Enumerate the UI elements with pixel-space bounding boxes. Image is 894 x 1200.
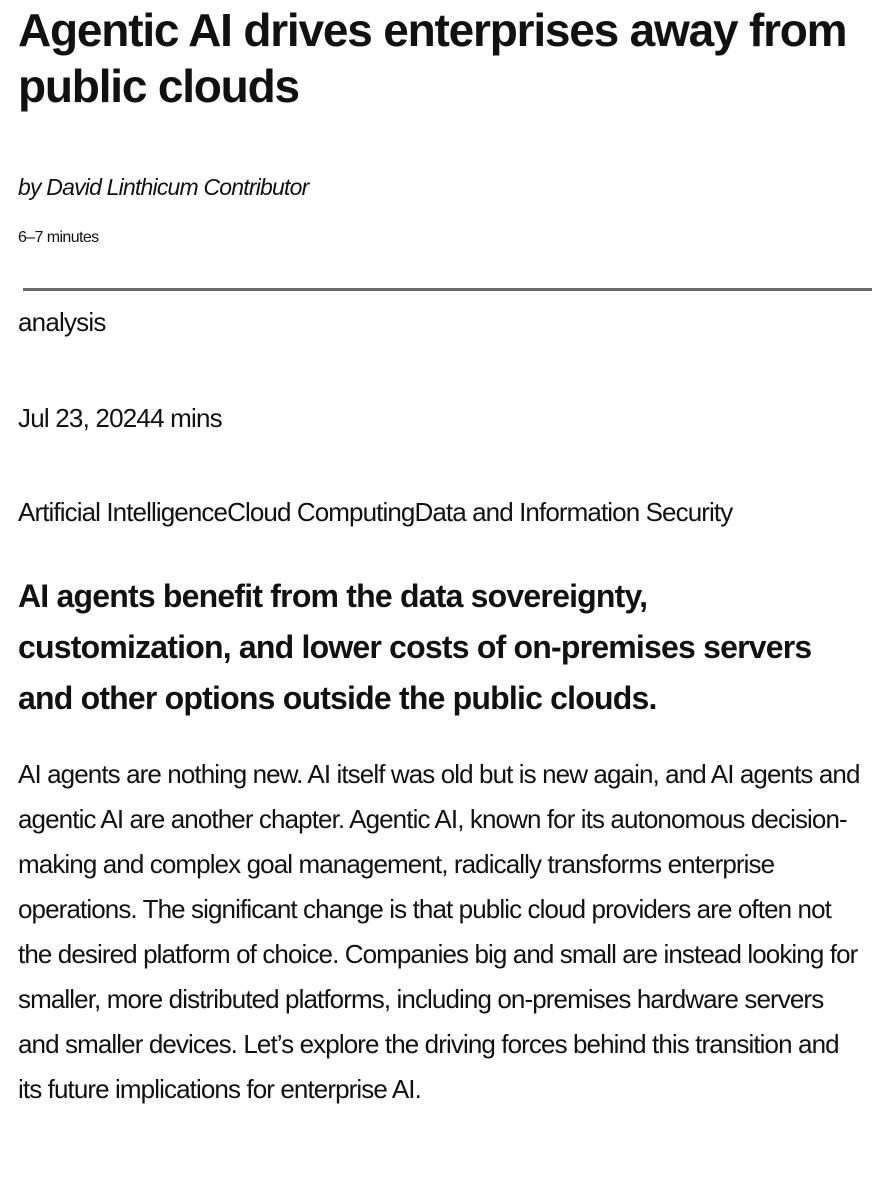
author-byline: by David Linthicum Contributor [18, 174, 309, 200]
article-title: Agentic AI drives enterprises away from public clouds [18, 4, 847, 112]
topic-tags: Artificial IntelligenceCloud ComputingData and Information Security [18, 497, 733, 527]
article-kicker: analysis [18, 307, 106, 337]
reading-time: 6–7 minutes [18, 229, 99, 246]
publish-date-and-duration: Jul 23, 20244 mins [18, 403, 222, 433]
article-body-paragraph: AI agents are nothing new. AI itself was old but is new again, and AI agents and agentic AI are another chapter. Agentic AI, known for its autonomous decision-making and complex goal management, radically transforms enterprise operations. The significant change is that public cloud providers are often not the desired platform of choice. Companies big and small are instead looking for smaller, more distributed platforms, including on-premises hardware servers and smaller devices. Let’s explore the driving forces behind this transition and its future implications for enterprise AI. [18, 759, 860, 1104]
article-deck: AI agents benefit from the data sovereignty, customization, and lower costs of on-premises servers and other options outside the public clouds. [18, 578, 812, 716]
section-divider [23, 288, 872, 291]
